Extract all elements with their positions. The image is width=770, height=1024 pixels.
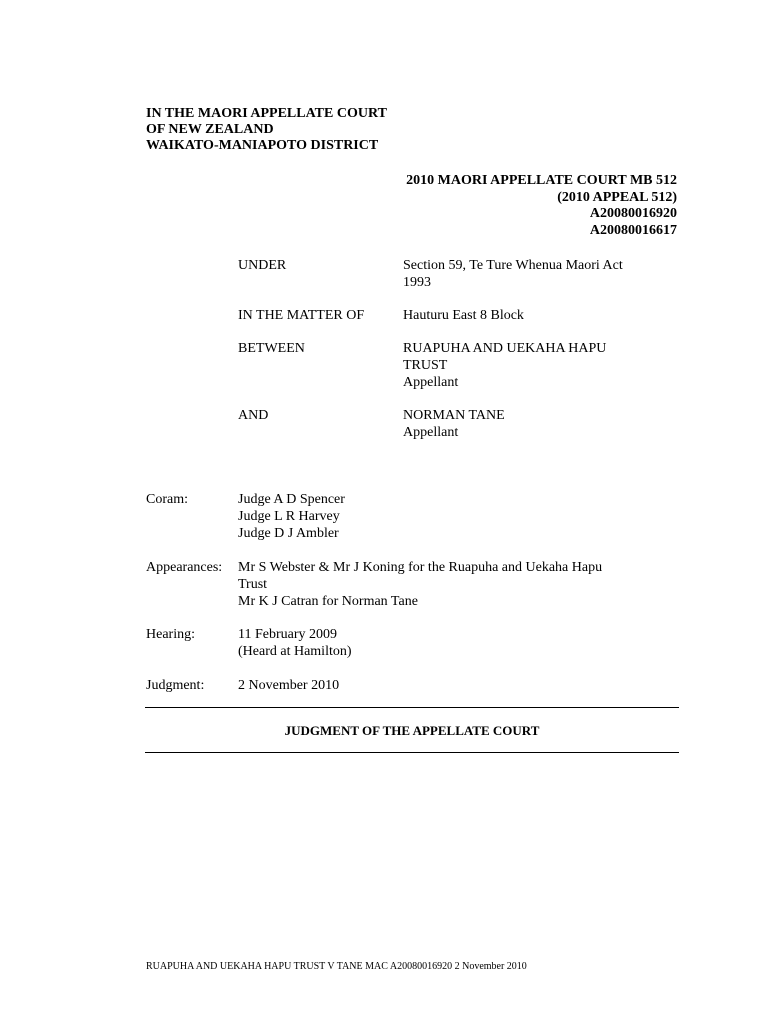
judgment-heading: JUDGMENT OF THE APPELLATE COURT	[284, 723, 540, 738]
citation-reference: 2010 MAORI APPELLATE COURT MB 512	[406, 173, 677, 188]
appearance-line-3: Mr K J Catran for Norman Tane	[238, 594, 418, 609]
judge-name: Judge A D Spencer	[238, 492, 345, 507]
between-party-line-1: RUAPUHA AND UEKAHA HAPU	[403, 341, 607, 356]
coram-judges	[238, 491, 678, 542]
matter-value: Hauturu East 8 Block	[403, 308, 524, 323]
and-label: AND	[238, 408, 269, 423]
coram-label: Coram:	[146, 492, 188, 507]
court-name-line-2: OF NEW ZEALAND	[146, 122, 274, 137]
appearances-label: Appearances:	[146, 560, 223, 575]
hearing-date: 11 February 2009	[238, 627, 338, 642]
top-divider	[145, 707, 679, 708]
judge-name: Judge L R Harvey	[238, 509, 340, 524]
between-value	[403, 340, 683, 391]
appearance-line-1: Mr S Webster & Mr J Koning for the Ruapuha and Uekaha Hapu	[238, 560, 603, 575]
bottom-divider	[145, 752, 679, 753]
judgment-date: 2 November 2010	[238, 678, 340, 693]
between-label: BETWEEN	[238, 341, 305, 356]
between-party-role: Appellant	[403, 375, 459, 390]
under-label: UNDER	[238, 258, 287, 273]
appearances-value	[238, 559, 678, 610]
under-value	[403, 257, 683, 291]
under-value-line-1: Section 59, Te Ture Whenua Maori Act	[403, 258, 623, 273]
hearing-location: (Heard at Hamilton)	[238, 644, 352, 659]
matter-label: IN THE MATTER OF	[238, 308, 365, 323]
page-footer: RUAPUHA AND UEKAHA HAPU TRUST V TANE MAC A20080016920 2 November 2010	[146, 961, 527, 972]
court-district: WAIKATO-MANIAPOTO DISTRICT	[146, 138, 379, 153]
file-number-2: A20080016617	[589, 223, 677, 238]
appeal-reference: (2010 APPEAL 512)	[557, 190, 677, 205]
and-party-name: NORMAN TANE	[403, 408, 505, 423]
under-value-line-2: 1993	[403, 275, 431, 290]
hearing-value	[238, 626, 678, 660]
between-party-line-2: TRUST	[403, 358, 448, 373]
and-party-role: Appellant	[403, 425, 459, 440]
court-name-line-1: IN THE MAORI APPELLATE COURT	[146, 106, 387, 121]
appearance-line-2: Trust	[238, 577, 268, 592]
and-value	[403, 407, 683, 441]
file-number-1: A20080016920	[589, 206, 677, 221]
hearing-label: Hearing:	[146, 627, 195, 642]
judge-name: Judge D J Ambler	[238, 526, 339, 541]
judgment-label: Judgment:	[146, 678, 205, 693]
